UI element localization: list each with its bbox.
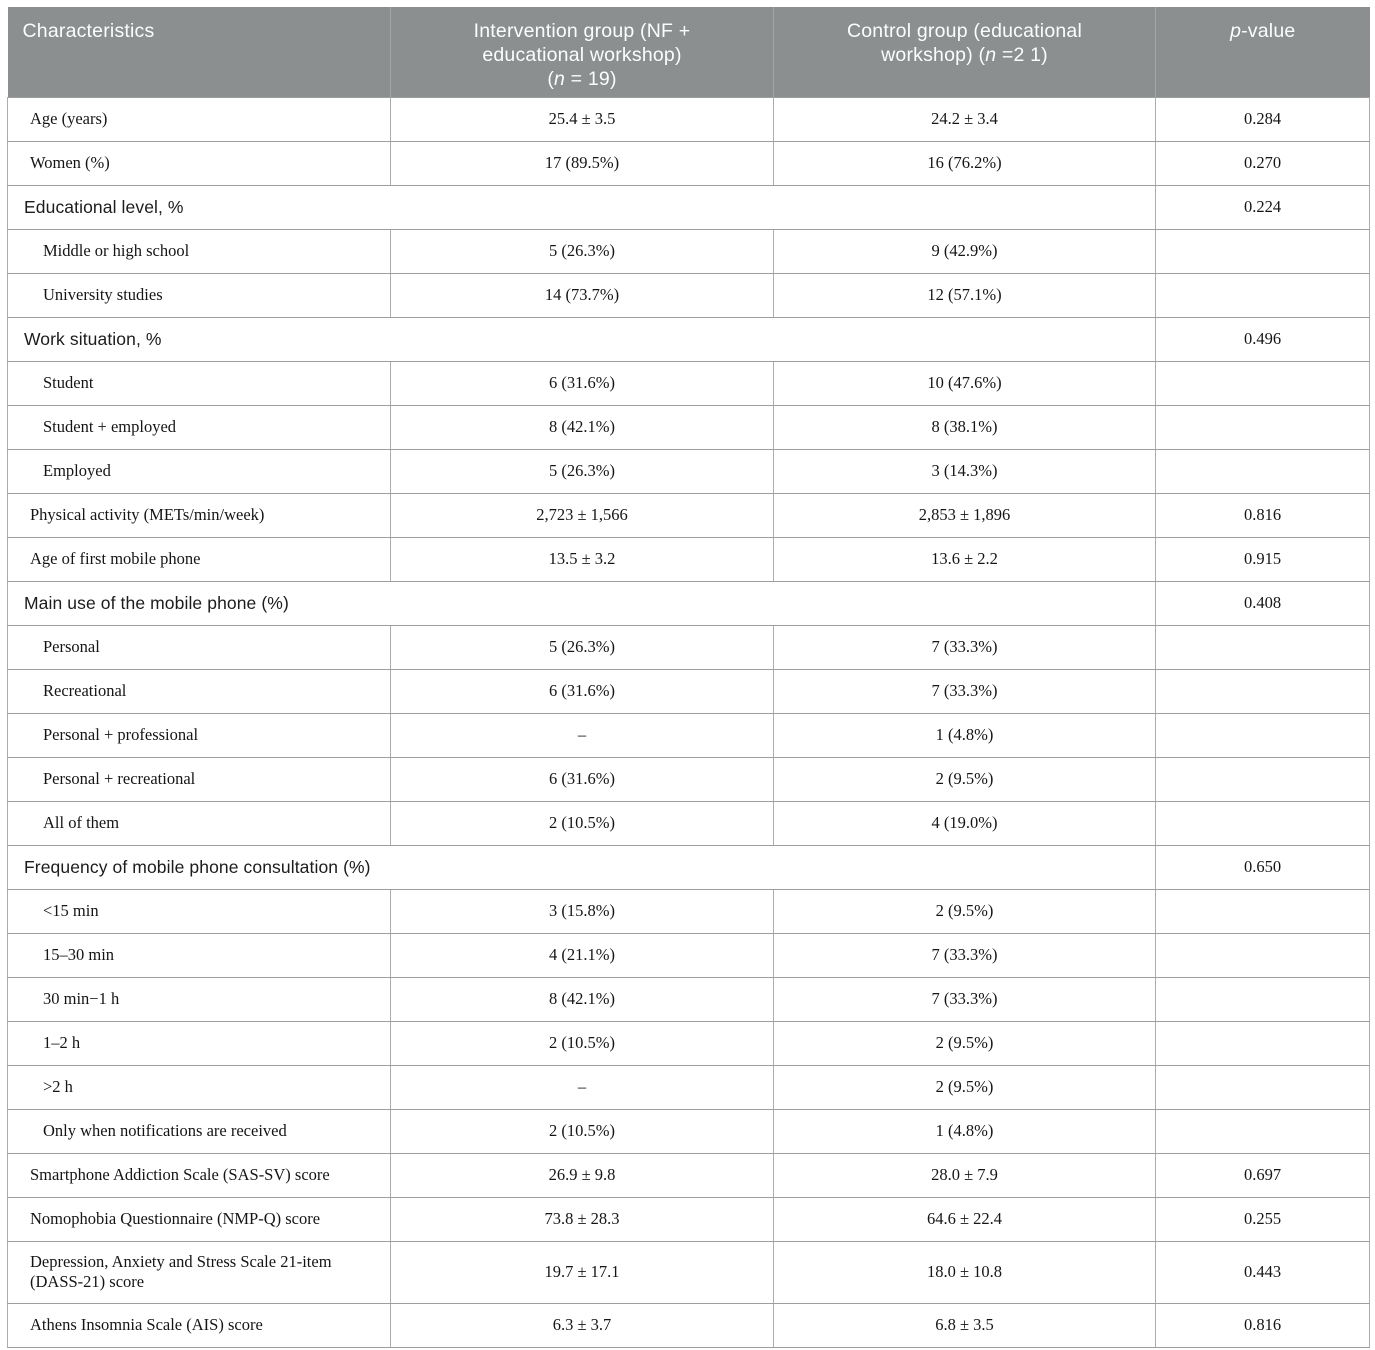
table-row [8, 361, 1370, 405]
control-value: 2 (9.5%) [774, 1065, 1156, 1109]
p-value-cell: 0.650 [1156, 845, 1370, 889]
control-value: 4 (19.0%) [774, 801, 1156, 845]
row-label: Physical activity (METs/min/week) [8, 493, 391, 537]
row-label: Middle or high school [8, 229, 391, 273]
control-value: 28.0 ± 7.9 [774, 1153, 1156, 1197]
row-label: Only when notifications are received [8, 1109, 391, 1153]
row-label: Personal + professional [8, 713, 391, 757]
intervention-value: 2 (10.5%) [391, 1021, 774, 1065]
intervention-value: 6 (31.6%) [391, 361, 774, 405]
intervention-value: 25.4 ± 3.5 [391, 97, 774, 141]
table-row [8, 537, 1370, 581]
p-value-cell: 0.816 [1156, 1303, 1370, 1347]
table-row [8, 1021, 1370, 1065]
p-value-cell: 0.408 [1156, 581, 1370, 625]
column-header-control-group [774, 7, 1156, 97]
control-value: 2 (9.5%) [774, 1021, 1156, 1065]
section-row [8, 845, 1370, 889]
control-value: 3 (14.3%) [774, 449, 1156, 493]
column-header-line: Control group (educational [846, 20, 1082, 42]
row-label: Student [8, 361, 391, 405]
p-value-cell [1156, 229, 1370, 273]
p-value-cell [1156, 977, 1370, 1021]
column-header-line: (n = 19) [547, 68, 617, 90]
control-value: 7 (33.3%) [774, 933, 1156, 977]
table-row [8, 273, 1370, 317]
row-label: 30 min−1 h [8, 977, 391, 1021]
intervention-value: 8 (42.1%) [391, 977, 774, 1021]
section-row [8, 581, 1370, 625]
intervention-value: 4 (21.1%) [391, 933, 774, 977]
row-label: 15–30 min [8, 933, 391, 977]
characteristics-table [7, 7, 1370, 1348]
intervention-value: 6.3 ± 3.7 [391, 1303, 774, 1347]
column-header-line: workshop) (n =2 1) [881, 44, 1048, 66]
control-value: 7 (33.3%) [774, 977, 1156, 1021]
table-row [8, 229, 1370, 273]
row-label: University studies [8, 273, 391, 317]
p-value-cell [1156, 405, 1370, 449]
column-header-intervention-group [391, 7, 774, 97]
intervention-value: 73.8 ± 28.3 [391, 1197, 774, 1241]
intervention-value: 19.7 ± 17.1 [391, 1241, 774, 1303]
row-label: Age of first mobile phone [8, 537, 391, 581]
row-label: Depression, Anxiety and Stress Scale 21-item (DASS-21) score [8, 1241, 391, 1303]
p-value-cell [1156, 757, 1370, 801]
p-value-cell [1156, 713, 1370, 757]
section-label: Educational level, % [8, 185, 1156, 229]
column-header-p-value [1156, 7, 1370, 97]
p-value-cell [1156, 1109, 1370, 1153]
section-row [8, 185, 1370, 229]
p-value-cell: 0.816 [1156, 493, 1370, 537]
p-value-cell [1156, 273, 1370, 317]
row-label: Athens Insomnia Scale (AIS) score [8, 1303, 391, 1347]
intervention-value: 3 (15.8%) [391, 889, 774, 933]
control-value: 24.2 ± 3.4 [774, 97, 1156, 141]
header-row [8, 7, 1370, 97]
p-value-cell [1156, 669, 1370, 713]
intervention-value: 26.9 ± 9.8 [391, 1153, 774, 1197]
intervention-value: 5 (26.3%) [391, 625, 774, 669]
row-label: >2 h [8, 1065, 391, 1109]
row-label: Women (%) [8, 141, 391, 185]
table-row [8, 1303, 1370, 1347]
control-value: 18.0 ± 10.8 [774, 1241, 1156, 1303]
column-header-line: educational workshop) [482, 44, 682, 66]
p-value-cell [1156, 1065, 1370, 1109]
intervention-value: 5 (26.3%) [391, 229, 774, 273]
control-value: 12 (57.1%) [774, 273, 1156, 317]
table-row [8, 1241, 1370, 1303]
table-row [8, 97, 1370, 141]
column-header-line: p-value [1230, 20, 1296, 42]
intervention-value: 8 (42.1%) [391, 405, 774, 449]
p-value-cell: 0.443 [1156, 1241, 1370, 1303]
p-value-cell: 0.224 [1156, 185, 1370, 229]
column-header-line: Intervention group (NF + [473, 20, 691, 42]
row-label: Smartphone Addiction Scale (SAS-SV) score [8, 1153, 391, 1197]
intervention-value: – [391, 713, 774, 757]
intervention-value: 2 (10.5%) [391, 801, 774, 845]
p-value-cell: 0.270 [1156, 141, 1370, 185]
control-value: 7 (33.3%) [774, 669, 1156, 713]
table-header [8, 7, 1370, 97]
control-value: 2 (9.5%) [774, 889, 1156, 933]
section-label: Frequency of mobile phone consultation (%) [8, 845, 1156, 889]
p-value-cell [1156, 889, 1370, 933]
row-label: Age (years) [8, 97, 391, 141]
p-value-cell: 0.697 [1156, 1153, 1370, 1197]
control-value: 1 (4.8%) [774, 713, 1156, 757]
control-value: 1 (4.8%) [774, 1109, 1156, 1153]
row-label: <15 min [8, 889, 391, 933]
table-row [8, 889, 1370, 933]
control-value: 6.8 ± 3.5 [774, 1303, 1156, 1347]
table-body [8, 97, 1370, 1347]
table-row [8, 713, 1370, 757]
intervention-value: 13.5 ± 3.2 [391, 537, 774, 581]
row-label: Nomophobia Questionnaire (NMP-Q) score [8, 1197, 391, 1241]
table-row [8, 1197, 1370, 1241]
control-value: 16 (76.2%) [774, 141, 1156, 185]
p-value-cell [1156, 1021, 1370, 1065]
p-value-cell: 0.915 [1156, 537, 1370, 581]
table-row [8, 669, 1370, 713]
p-value-cell [1156, 449, 1370, 493]
table-row [8, 405, 1370, 449]
control-value: 13.6 ± 2.2 [774, 537, 1156, 581]
control-value: 7 (33.3%) [774, 625, 1156, 669]
column-header-characteristics [8, 7, 391, 97]
row-label: 1–2 h [8, 1021, 391, 1065]
p-value-cell [1156, 933, 1370, 977]
intervention-value: 6 (31.6%) [391, 669, 774, 713]
intervention-value: 2 (10.5%) [391, 1109, 774, 1153]
section-row [8, 317, 1370, 361]
p-value-cell: 0.284 [1156, 97, 1370, 141]
table-row [8, 141, 1370, 185]
section-label: Work situation, % [8, 317, 1156, 361]
table-row [8, 757, 1370, 801]
intervention-value: 14 (73.7%) [391, 273, 774, 317]
p-value-cell [1156, 801, 1370, 845]
intervention-value: 2,723 ± 1,566 [391, 493, 774, 537]
table-row [8, 493, 1370, 537]
row-label: Recreational [8, 669, 391, 713]
control-value: 2,853 ± 1,896 [774, 493, 1156, 537]
p-value-cell: 0.255 [1156, 1197, 1370, 1241]
table-row [8, 977, 1370, 1021]
row-label: Personal + recreational [8, 757, 391, 801]
table-row [8, 801, 1370, 845]
table-row [8, 1153, 1370, 1197]
p-value-cell: 0.496 [1156, 317, 1370, 361]
control-value: 9 (42.9%) [774, 229, 1156, 273]
p-value-cell [1156, 625, 1370, 669]
row-label: All of them [8, 801, 391, 845]
control-value: 8 (38.1%) [774, 405, 1156, 449]
table-row [8, 1109, 1370, 1153]
control-value: 2 (9.5%) [774, 757, 1156, 801]
column-header-line: Characteristics [22, 20, 155, 42]
intervention-value: 17 (89.5%) [391, 141, 774, 185]
row-label: Student + employed [8, 405, 391, 449]
table-row [8, 625, 1370, 669]
control-value: 64.6 ± 22.4 [774, 1197, 1156, 1241]
control-value: 10 (47.6%) [774, 361, 1156, 405]
table-row [8, 449, 1370, 493]
intervention-value: 6 (31.6%) [391, 757, 774, 801]
intervention-value: 5 (26.3%) [391, 449, 774, 493]
row-label: Personal [8, 625, 391, 669]
table-row [8, 1065, 1370, 1109]
p-value-cell [1156, 361, 1370, 405]
table-row [8, 933, 1370, 977]
intervention-value: – [391, 1065, 774, 1109]
row-label: Employed [8, 449, 391, 493]
section-label: Main use of the mobile phone (%) [8, 581, 1156, 625]
